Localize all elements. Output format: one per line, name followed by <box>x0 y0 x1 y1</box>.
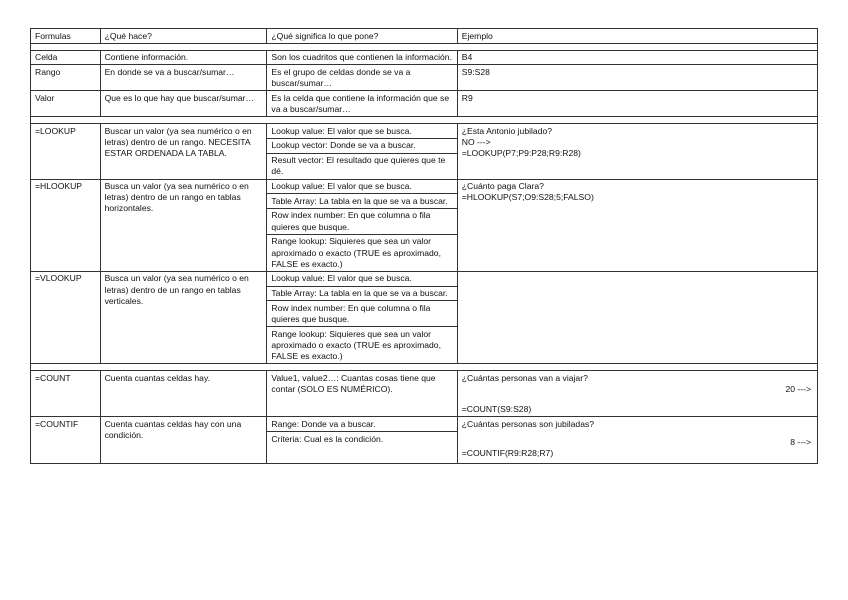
countif-name: =COUNTIF <box>31 417 101 463</box>
meaning-cell: Es la celda que contiene la información que se va a buscar/sumar… <box>267 91 457 117</box>
table-row <box>31 65 818 91</box>
lookup-row <box>31 124 818 139</box>
term-cell: Celda <box>31 50 101 65</box>
countif-arg: Criteria: Cual es la condición. <box>267 432 457 464</box>
hlookup-name: =HLOOKUP <box>31 179 101 271</box>
vlookup-what: Busca un valor (ya sea numérico o en letras) dentro de un rango en tablas verticales. <box>100 271 267 363</box>
hlookup-example <box>457 179 817 271</box>
header-ejemplo: Ejemplo <box>457 29 817 44</box>
what-cell: Que es lo que hay que buscar/sumar… <box>100 91 267 117</box>
hlookup-arg: Range lookup: Siquieres que sea un valor aproximado o exacto (TRUE es aproximado, FALSE es exacto.) <box>267 234 457 271</box>
lookup-what: Buscar un valor (ya sea numérico o en letras) dentro de un rango. NECESITA ESTAR ORDENADA LA TABLA. <box>100 124 267 179</box>
term-cell: Rango <box>31 65 101 91</box>
countif-arg: Range: Donde va a buscar. <box>267 417 457 432</box>
header-que-significa: ¿Qué significa lo que pone? <box>267 29 457 44</box>
vlookup-name: =VLOOKUP <box>31 271 101 363</box>
meaning-cell: Es el grupo de celdas donde se va a buscar/sumar… <box>267 65 457 91</box>
header-formulas: Formulas <box>31 29 101 44</box>
countif-what: Cuenta cuantas celdas hay con una condición. <box>100 417 267 463</box>
count-row <box>31 371 818 417</box>
spacer-row <box>31 43 818 50</box>
count-name: =COUNT <box>31 371 101 417</box>
hlookup-row <box>31 179 818 194</box>
vlookup-arg: Table Array: La tabla en la que se va a buscar. <box>267 286 457 301</box>
example-cell: B4 <box>457 50 817 65</box>
example-result: 8 ---> <box>790 437 811 448</box>
lookup-name: =LOOKUP <box>31 124 101 179</box>
example-formula: =COUNT(S9:S28) <box>461 404 532 415</box>
lookup-arg: Lookup value: El valor que se busca. <box>267 124 457 139</box>
vlookup-arg: Range lookup: Siquieres que sea un valor aproximado o exacto (TRUE es aproximado, FALSE es exacto.) <box>267 327 457 364</box>
example-cell: R9 <box>457 91 817 117</box>
example-answer: NO ---> <box>461 136 491 147</box>
header-row <box>31 29 818 44</box>
example-formula: =LOOKUP(P7;P9:P28;R9:R28) <box>461 148 581 159</box>
lookup-example <box>457 124 817 179</box>
header-que-hace: ¿Qué hace? <box>100 29 267 44</box>
count-example <box>457 371 817 417</box>
example-formula: =COUNTIF(R9:R28;R7) <box>461 448 554 459</box>
meaning-cell: Son los cuadritos que contienen la información. <box>267 50 457 65</box>
hlookup-what: Busca un valor (ya sea numérico o en letras) dentro de un rango en tablas horizontales. <box>100 179 267 271</box>
example-question: ¿Esta Antonio jubilado? <box>461 125 553 136</box>
example-formula: =HLOOKUP(S7;O9:S28;5;FALSO) <box>461 192 594 203</box>
count-meaning: Value1, value2…: Cuantas cosas tiene que contar (SOLO ES NUMÉRICO). <box>267 371 457 417</box>
vlookup-arg: Lookup value: El valor que se busca. <box>267 271 457 286</box>
term-cell: Valor <box>31 91 101 117</box>
countif-example <box>457 417 817 463</box>
hlookup-arg: Table Array: La tabla en la que se va a buscar. <box>267 194 457 209</box>
formulas-table <box>30 28 818 464</box>
vlookup-example <box>457 271 817 363</box>
count-what: Cuenta cuantas celdas hay. <box>100 371 267 417</box>
vlookup-arg: Row index number: En que columna o fila quieres que busque. <box>267 301 457 327</box>
hlookup-arg: Row index number: En que columna o fila quieres que busque. <box>267 208 457 234</box>
what-cell: En donde se va a buscar/sumar… <box>100 65 267 91</box>
example-question: ¿Cuántas personas son jubiladas? <box>461 418 595 429</box>
lookup-arg: Lookup vector: Donde se va a buscar. <box>267 138 457 153</box>
vlookup-row <box>31 271 818 286</box>
spacer-row <box>31 117 818 124</box>
spacer-row <box>31 364 818 371</box>
table-row <box>31 91 818 117</box>
example-question: ¿Cuánto paga Clara? <box>461 181 544 192</box>
what-cell: Contiene información. <box>100 50 267 65</box>
example-cell: S9:S28 <box>457 65 817 91</box>
lookup-arg: Result vector: El resultado que quieres que te dé. <box>267 153 457 179</box>
example-question: ¿Cuántas personas van a viajar? <box>461 372 588 383</box>
table-row <box>31 50 818 65</box>
example-result: 20 ---> <box>785 384 811 395</box>
countif-row <box>31 417 818 432</box>
hlookup-arg: Lookup value: El valor que se busca. <box>267 179 457 194</box>
